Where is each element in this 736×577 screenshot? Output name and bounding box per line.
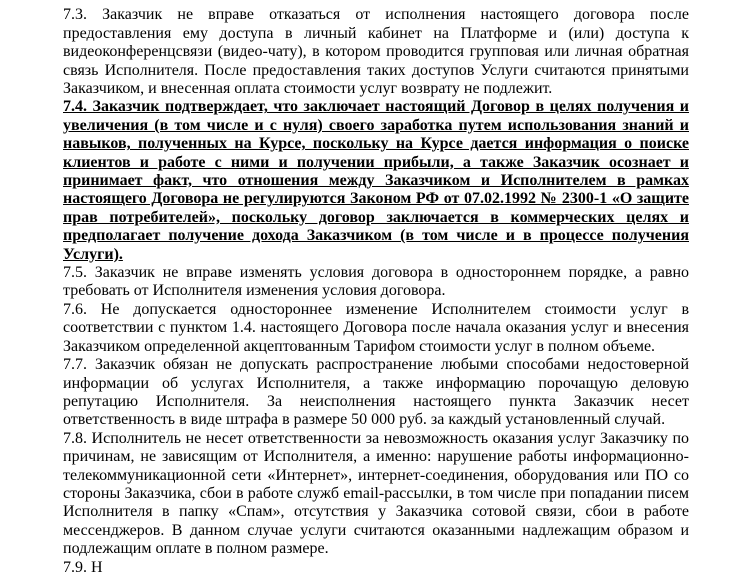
- clause-7-4: 7.4. Заказчик подтверждает, что заключает настоящий Договор в целях получения и увеличения (в том числе и с нуля) своего заработка путем использования знаний и навыков, полученных на Курсе, поскольку на Курсе дается информация о поиске клиентов и работе с ними и получении прибыли, а также Заказчик осознает и принимает факт, что отношения между Заказчиком и Исполнителем в рамках настоящего Договора не регулируются Законом РФ от 07.02.1992 № 2300-1 «О защите прав потребителей», поскольку договор заключается в коммерческих целях и предполагает получение дохода Заказчиком (в том числе и в процессе получения Услуги).: [63, 98, 689, 263]
- clause-7-6: 7.6. Не допускается одностороннее изменение Исполнителем стоимости услуг в соответствии с пунктом 1.4. настоящего Договора после начала оказания услуг и внесения Заказчиком определенной акцептованным Тарифом стоимости услуг в полном объеме.: [63, 300, 689, 355]
- clause-7-3: 7.3. Заказчик не вправе отказаться от исполнения настоящего договора после предоставления ему доступа в личный кабинет на Платформе и (или) доступа к видеоконференцсвязи (видео-чату), в котором проводится групповая или личная обратная связь Исполнителя. После предоставления таких доступов Услуги считаются принятыми Заказчиком, и внесенная оплата стоимости услуг возврату не подлежит.: [63, 6, 689, 98]
- clause-7-9: 7.9. Н: [63, 558, 103, 576]
- document-page: [63, 0, 689, 577]
- clause-7-7: 7.7. Заказчик обязан не допускать распространение любыми способами недостоверной информации об услугах Исполнителя, а также информацию порочащую деловую репутацию Исполнителя. За неисполнения настоящего пункта Заказчик несет ответственность в виде штрафа в размере 50 000 руб. за каждый установленный случай.: [63, 356, 689, 429]
- clause-7-8: 7.8. Исполнитель не несет ответственности за невозможность оказания услуг Заказчику по причинам, не зависящим от Исполнителя, а именно: нарушение работы информационно-телекоммуникационной сети «Интернет», интернет-соединения, оборудования или ПО со стороны Заказчика, сбои в работе служб email-рассылки, в том числе при попадании писем Исполнителя в папку «Спам», отсутствия у Заказчика сотовой связи, сбои в работе мессенджеров. В данном случае услуги считаются оказанными надлежащим образом и подлежащим оплате в полном размере.: [63, 429, 689, 558]
- clause-7-5: 7.5. Заказчик не вправе изменять условия договора в одностороннем порядке, а равно требовать от Исполнителя изменения условия договора.: [63, 264, 689, 300]
